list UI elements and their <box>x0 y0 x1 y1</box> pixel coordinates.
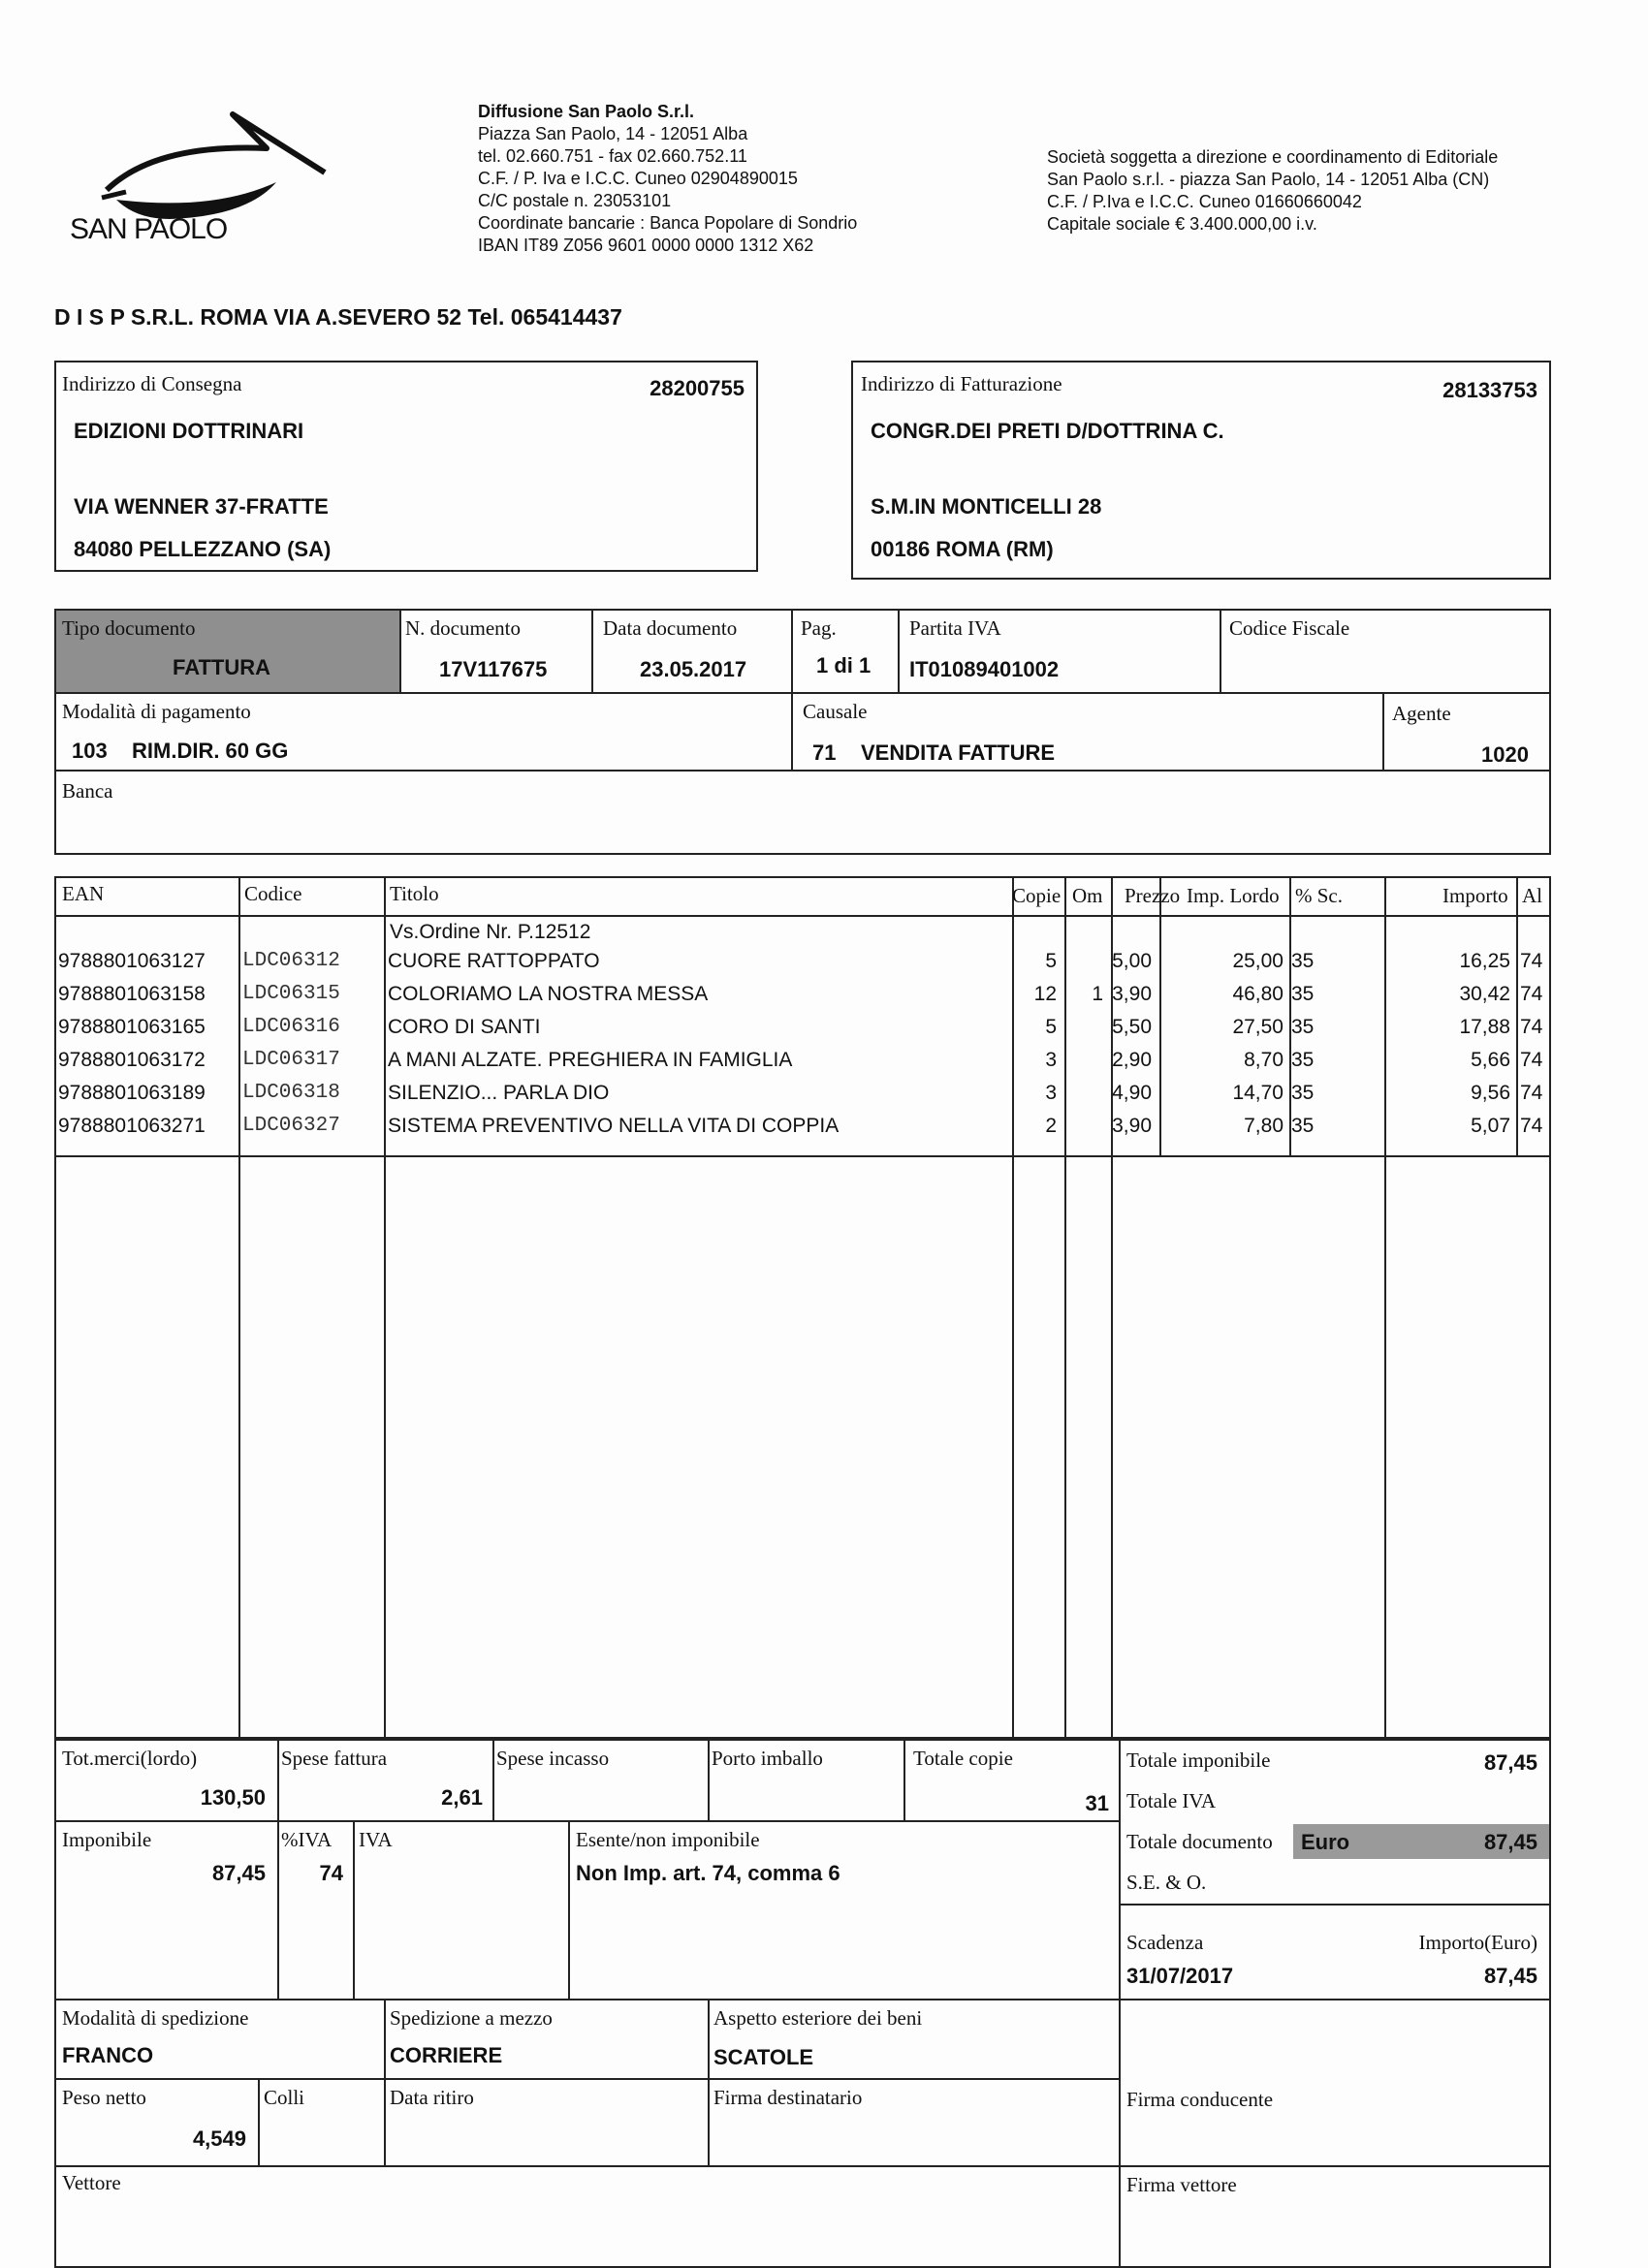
cell-discount: 35 <box>1291 1082 1315 1104</box>
total-document-value: 87,45 <box>1483 1830 1537 1854</box>
carrier-label: Vettore <box>62 2171 121 2194</box>
shipping-mode-label: Modalità di spedizione <box>62 2006 249 2030</box>
cell-price: 5,50 <box>1112 1016 1152 1038</box>
cell-amount: 30,42 <box>1459 983 1510 1005</box>
doc-number-value: 17V117675 <box>439 657 548 681</box>
cell-amount: 17,88 <box>1459 1016 1510 1038</box>
vat-value: IT01089401002 <box>909 657 1060 681</box>
group-info-line: San Paolo s.r.l. - piazza San Paolo, 14 - 12051 Alba (CN) <box>1047 170 1490 189</box>
recipient-signature-label: Firma destinatario <box>713 2086 863 2109</box>
col-header-gross: Imp. Lordo <box>1187 884 1280 907</box>
totals-box <box>54 1739 1551 2000</box>
cell-copies: 3 <box>1045 1049 1057 1071</box>
order-reference: Vs.Ordine Nr. P.12512 <box>390 921 591 943</box>
cell-title: CUORE RATTOPPATO <box>388 950 600 972</box>
delivery-address-box <box>54 361 758 572</box>
billing-address-box <box>851 361 1551 580</box>
group-info-line: C.F. / P.Iva e I.C.C. Cuneo 01660660042 <box>1047 192 1362 211</box>
vat-percent-value: 74 <box>319 1861 343 1885</box>
payment-value: RIM.DIR. 60 GG <box>132 739 289 763</box>
total-goods-value: 130,50 <box>200 1785 266 1810</box>
company-line: IBAN IT89 Z056 9601 0000 0000 1312 X62 <box>478 236 814 255</box>
cell-price: 4,90 <box>1112 1082 1152 1104</box>
cause-label: Causale <box>803 700 868 723</box>
cell-discount: 35 <box>1291 950 1315 972</box>
invoice-fees-label: Spese fattura <box>281 1747 388 1770</box>
cell-code: LDC06318 <box>242 1082 340 1104</box>
cell-price: 3,90 <box>1112 983 1152 1005</box>
cell-al: 74 <box>1520 1082 1543 1104</box>
net-weight-label: Peso netto <box>62 2086 146 2109</box>
company-line: tel. 02.660.751 - fax 02.660.752.11 <box>478 146 747 166</box>
table-row <box>54 1115 1551 1148</box>
total-copies-value: 31 <box>1085 1791 1109 1815</box>
goods-aspect-value: SCATOLE <box>713 2045 814 2069</box>
payment-code: 103 <box>72 739 108 763</box>
cell-al: 74 <box>1520 1049 1543 1071</box>
cell-ean: 9788801063271 <box>58 1115 206 1137</box>
total-document-label: Totale documento <box>1126 1830 1273 1853</box>
due-date-label: Scadenza <box>1126 1931 1204 1954</box>
cause-code: 71 <box>812 740 837 765</box>
shipping-means-label: Spedizione a mezzo <box>390 2006 553 2030</box>
delivery-street: VIA WENNER 37-FRATTE <box>74 494 329 519</box>
cell-al: 74 <box>1520 983 1543 1005</box>
document-info-box <box>54 609 1551 855</box>
due-amount-value: 87,45 <box>1483 1964 1537 1988</box>
delivery-label: Indirizzo di Consegna <box>62 372 242 395</box>
cell-ean: 9788801063165 <box>58 1016 206 1038</box>
net-weight-value: 4,549 <box>192 2126 246 2151</box>
currency-label: Euro <box>1301 1830 1350 1854</box>
errors-omissions: S.E. & O. <box>1126 1871 1207 1894</box>
cell-discount: 35 <box>1291 1115 1315 1137</box>
shipping-means-value: CORRIERE <box>390 2043 503 2067</box>
cell-al: 74 <box>1520 950 1543 972</box>
san-paolo-logo <box>68 105 359 250</box>
branch-line: D I S P S.R.L. ROMA VIA A.SEVERO 52 Tel. 065414437 <box>54 304 622 330</box>
vat-amount-label: IVA <box>359 1828 393 1851</box>
cell-al: 74 <box>1520 1016 1543 1038</box>
bank-label: Banca <box>62 779 113 803</box>
cell-gross: 46,80 <box>1232 983 1284 1005</box>
cell-al: 74 <box>1520 1115 1543 1137</box>
exempt-value: Non Imp. art. 74, comma 6 <box>576 1861 840 1885</box>
billing-label: Indirizzo di Fatturazione <box>861 372 1062 395</box>
billing-code: 28133753 <box>1442 378 1537 402</box>
billing-city: 00186 ROMA (RM) <box>871 537 1054 561</box>
vat-percent-label: %IVA <box>281 1828 333 1851</box>
col-header-code: Codice <box>244 882 302 905</box>
table-row <box>54 1082 1551 1115</box>
pickup-date-label: Data ritiro <box>390 2086 474 2109</box>
col-header-om: Om <box>1072 884 1103 907</box>
cell-copies: 2 <box>1045 1115 1057 1137</box>
cell-code: LDC06316 <box>242 1016 340 1038</box>
cell-amount: 9,56 <box>1471 1082 1510 1104</box>
agent-label: Agente <box>1392 702 1451 725</box>
doc-date-label: Data documento <box>603 616 738 640</box>
table-row <box>54 983 1551 1016</box>
payment-label: Modalità di pagamento <box>62 700 251 723</box>
cell-code: LDC06327 <box>242 1115 340 1137</box>
agent-value: 1020 <box>1481 742 1529 767</box>
cell-price: 5,00 <box>1112 950 1152 972</box>
cell-amount: 16,25 <box>1459 950 1510 972</box>
doc-type-value: FATTURA <box>173 655 271 679</box>
table-row <box>54 950 1551 983</box>
cell-copies: 3 <box>1045 1082 1057 1104</box>
cell-discount: 35 <box>1291 1049 1315 1071</box>
cell-amount: 5,66 <box>1471 1049 1510 1071</box>
billing-street: S.M.IN MONTICELLI 28 <box>871 494 1102 519</box>
cell-copies: 5 <box>1045 950 1057 972</box>
total-copies-label: Totale copie <box>913 1747 1013 1770</box>
cell-gross: 8,70 <box>1244 1049 1284 1071</box>
packages-label: Colli <box>264 2086 305 2109</box>
cell-gross: 25,00 <box>1232 950 1284 972</box>
billing-name: CONGR.DEI PRETI D/DOTTRINA C. <box>871 419 1224 443</box>
cell-title: CORO DI SANTI <box>388 1016 541 1038</box>
cell-title: COLORIAMO LA NOSTRA MESSA <box>388 983 709 1005</box>
group-info-block <box>1047 146 1498 236</box>
col-header-al: Al <box>1522 884 1542 907</box>
cell-discount: 35 <box>1291 1016 1315 1038</box>
cell-price: 2,90 <box>1112 1049 1152 1071</box>
cell-gross: 27,50 <box>1232 1016 1284 1038</box>
col-header-copies: Copie <box>1012 884 1062 907</box>
goods-aspect-label: Aspetto esteriore dei beni <box>713 2006 923 2030</box>
total-vat-label: Totale IVA <box>1126 1789 1217 1812</box>
taxable-label: Imponibile <box>62 1828 152 1851</box>
total-taxable-value: 87,45 <box>1483 1750 1537 1775</box>
group-info-line: Società soggetta a direzione e coordinamento di Editoriale <box>1047 147 1499 167</box>
cell-discount: 35 <box>1291 983 1315 1005</box>
cell-ean: 9788801063127 <box>58 950 206 972</box>
col-header-amount: Importo <box>1442 884 1508 907</box>
cell-ean: 9788801063158 <box>58 983 206 1005</box>
cause-value: VENDITA FATTURE <box>861 740 1056 765</box>
taxable-value: 87,45 <box>211 1861 266 1885</box>
carrier-signature-label: Firma vettore <box>1126 2173 1237 2196</box>
cell-price: 3,90 <box>1112 1115 1152 1137</box>
col-header-price: Prezzo <box>1125 884 1181 907</box>
collection-fees-label: Spese incasso <box>496 1747 610 1770</box>
cell-title: A MANI ALZATE. PREGHIERA IN FAMIGLIA <box>388 1049 793 1071</box>
cell-copies: 5 <box>1045 1016 1057 1038</box>
cell-om: 1 <box>1092 983 1103 1005</box>
cell-ean: 9788801063172 <box>58 1049 206 1071</box>
due-date-value: 31/07/2017 <box>1126 1964 1234 1988</box>
cell-title: SISTEMA PREVENTIVO NELLA VITA DI COPPIA <box>388 1115 840 1137</box>
cell-code: LDC06312 <box>242 950 340 972</box>
shipping-box <box>54 1931 1551 2268</box>
table-row <box>54 1016 1551 1049</box>
cell-gross: 7,80 <box>1244 1115 1284 1137</box>
page-label: Pag. <box>801 616 837 640</box>
cell-code: LDC06315 <box>242 983 340 1005</box>
invoice-fees-value: 2,61 <box>441 1785 483 1810</box>
delivery-name: EDIZIONI DOTTRINARI <box>74 419 304 443</box>
col-header-ean: EAN <box>62 882 105 905</box>
delivery-city: 84080 PELLEZZANO (SA) <box>74 537 332 561</box>
vat-label: Partita IVA <box>909 616 1001 640</box>
col-header-title: Titolo <box>390 882 439 905</box>
cell-amount: 5,07 <box>1471 1115 1510 1137</box>
due-amount-label: Importo(Euro) <box>1418 1931 1537 1954</box>
cell-title: SILENZIO... PARLA DIO <box>388 1082 610 1104</box>
shipping-mode-value: FRANCO <box>62 2043 154 2067</box>
company-block <box>478 101 857 257</box>
cell-copies: 12 <box>1033 983 1057 1005</box>
col-header-discount: % Sc. <box>1295 884 1343 907</box>
cell-gross: 14,70 <box>1232 1082 1284 1104</box>
company-line: Coordinate bancarie : Banca Popolare di Sondrio <box>478 213 858 233</box>
page-value: 1 di 1 <box>816 653 872 677</box>
exempt-label: Esente/non imponibile <box>576 1828 760 1851</box>
total-goods-label: Tot.merci(lordo) <box>62 1747 198 1770</box>
driver-signature-label: Firma conducente <box>1126 2088 1274 2111</box>
packing-label: Porto imballo <box>712 1747 823 1770</box>
company-line: C/C postale n. 23053101 <box>478 191 672 210</box>
tax-code-label: Codice Fiscale <box>1229 616 1350 640</box>
cell-ean: 9788801063189 <box>58 1082 206 1104</box>
table-row <box>54 1049 1551 1082</box>
delivery-code: 28200755 <box>650 376 745 400</box>
doc-type-label: Tipo documento <box>62 616 196 640</box>
logo-text: SAN PAOLO <box>70 213 228 245</box>
company-line: Piazza San Paolo, 14 - 12051 Alba <box>478 124 748 143</box>
doc-number-label: N. documento <box>405 616 521 640</box>
company-line: C.F. / P. Iva e I.C.C. Cuneo 02904890015 <box>478 169 798 188</box>
doc-date-value: 23.05.2017 <box>640 657 747 681</box>
group-info-line: Capitale sociale € 3.400.000,00 i.v. <box>1047 214 1317 234</box>
cell-code: LDC06317 <box>242 1049 340 1071</box>
total-taxable-label: Totale imponibile <box>1126 1748 1271 1772</box>
company-name: Diffusione San Paolo S.r.l. <box>478 102 695 121</box>
